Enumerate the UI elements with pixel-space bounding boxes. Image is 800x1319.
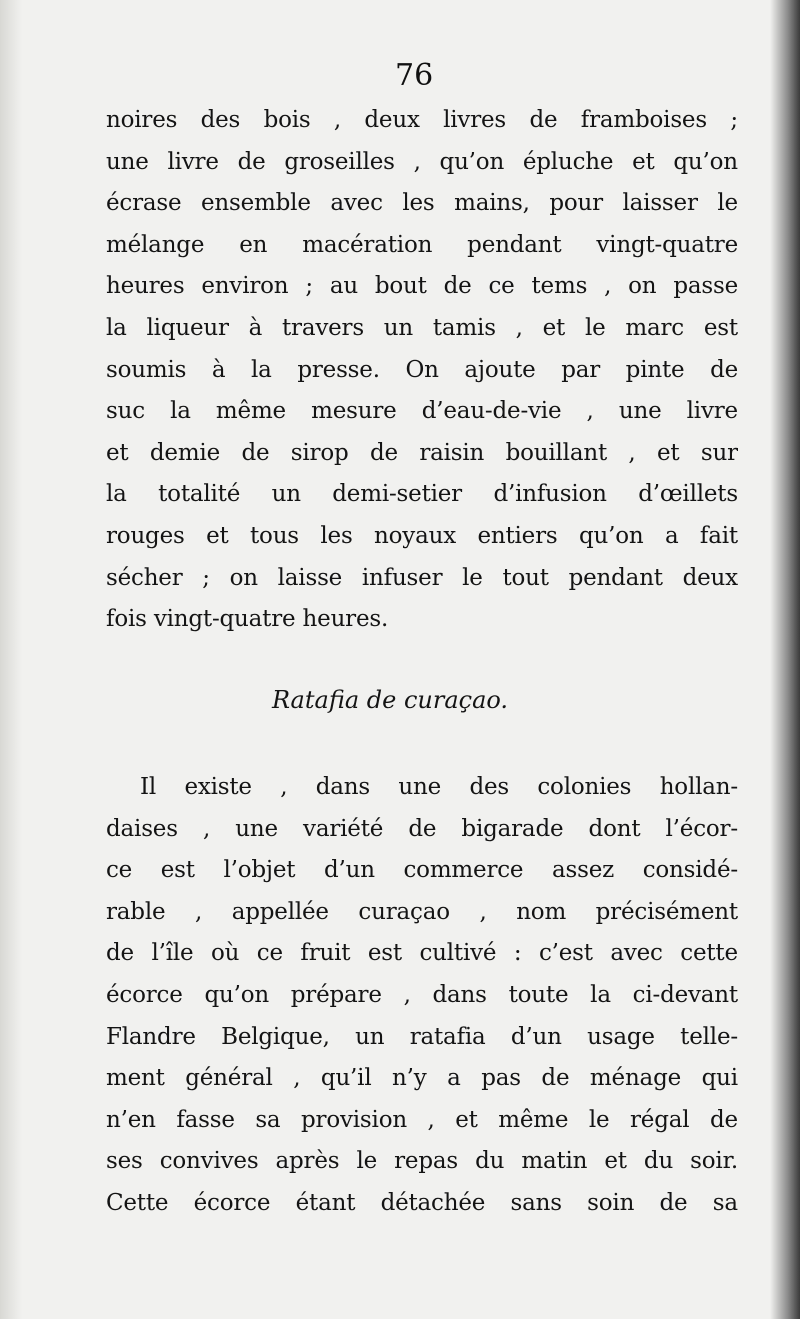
- text-line: ce est l’objet d’un commerce assez considé-: [106, 857, 738, 884]
- text-line: Il existe , dans une des colonies hollan-: [140, 774, 738, 800]
- text-line: Cette écorce étant détachée sans soin de sa: [106, 1189, 738, 1216]
- text-line: la totalité un demi-setier d’infusion d’œillets: [106, 481, 738, 508]
- text-line: rable , appellée curaçao , nom précisément: [106, 898, 738, 925]
- text-line: suc la même mesure d’eau-de-vie , une livre: [106, 398, 738, 425]
- page-number: 76: [395, 58, 434, 93]
- text-line: écrase ensemble avec les mains, pour laisser le: [106, 190, 738, 217]
- text-line: soumis à la presse. On ajoute par pinte de: [106, 356, 738, 383]
- paragraph-1: [106, 100, 738, 641]
- text-line: daises , une variété de bigarade dont l’écor-: [106, 815, 738, 842]
- text-line: ses convives après le repas du matin et du soir.: [106, 1148, 738, 1175]
- text-line: écorce qu’on prépare , dans toute la ci-devant: [106, 981, 738, 1008]
- text-line: rouges et tous les noyaux entiers qu’on a fait: [106, 522, 738, 549]
- page-edge-right: [770, 0, 800, 1319]
- text-line: la liqueur à travers un tamis , et le marc est: [106, 314, 738, 341]
- text-line: sécher ; on laisse infuser le tout pendant deux: [106, 564, 738, 591]
- text-line: noires des bois , deux livres de framboises ;: [106, 107, 738, 133]
- text-line: heures environ ; au bout de ce tems , on passe: [106, 273, 738, 300]
- text-line: mélange en macération pendant vingt-quatre: [106, 231, 738, 258]
- section-heading: Ratafia de curaçao.: [271, 686, 509, 714]
- text-line: n’en fasse sa provision , et même le régal de: [106, 1106, 738, 1133]
- text-line: de l’île où ce fruit est cultivé : c’est avec cette: [106, 940, 738, 967]
- text-line: fois vingt-quatre heures.: [106, 606, 389, 633]
- paragraph-2: [106, 767, 738, 1225]
- text-line: ment général , qu’il n’y a pas de ménage qui: [106, 1065, 738, 1092]
- text-line: et demie de sirop de raisin bouillant , et sur: [106, 439, 738, 466]
- text-line: une livre de groseilles , qu’on épluche et qu’on: [106, 148, 738, 175]
- text-line: Flandre Belgique, un ratafia d’un usage telle-: [106, 1023, 738, 1050]
- page-edge-left: [0, 0, 22, 1319]
